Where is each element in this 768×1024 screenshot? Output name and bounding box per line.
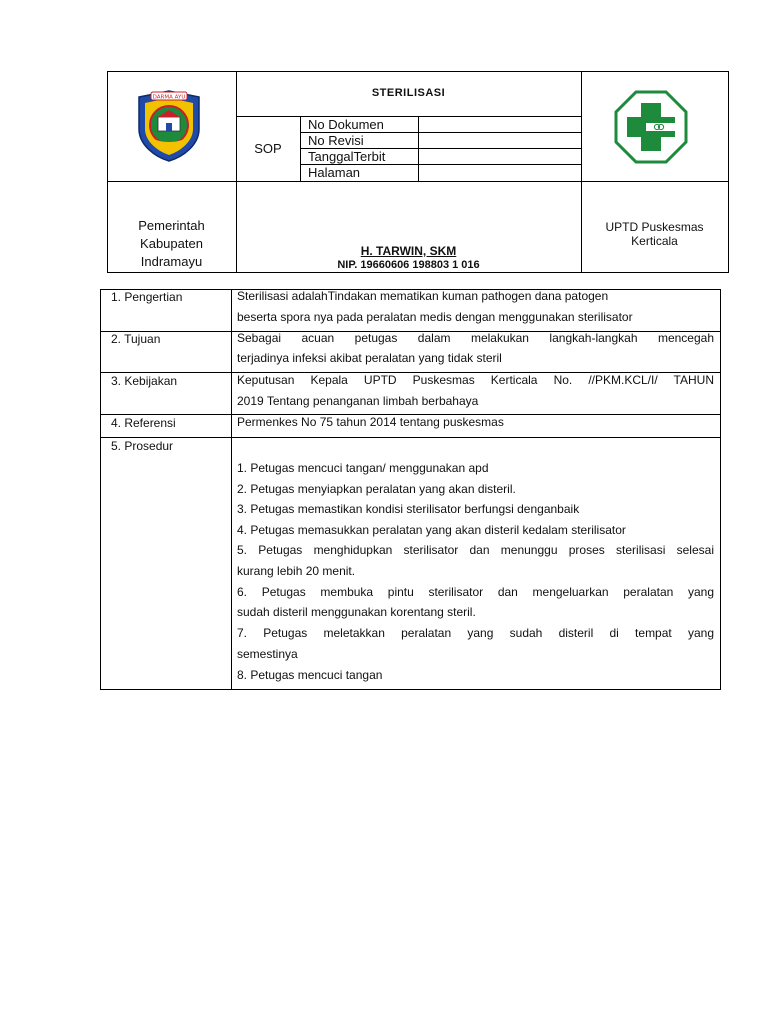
field-no-revisi: No Revisi	[308, 133, 364, 148]
label-prosedur: 5. Prosedur	[111, 439, 174, 453]
label-referensi: 4. Referensi	[111, 416, 176, 430]
field-no-dokumen: No Dokumen	[308, 117, 384, 132]
puskesmas-logo	[614, 90, 688, 164]
sop-label: SOP	[254, 141, 282, 156]
label-tujuan: 2. Tujuan	[111, 332, 161, 346]
prosedur-step-5-cont: kurang lebih 20 menit.	[237, 564, 356, 578]
prosedur-step-7-cont: semestinya	[237, 647, 298, 661]
field-tanggal-terbit: TanggalTerbit	[308, 149, 386, 164]
prosedur-step-3: 3. Petugas memastikan kondisi sterilisator berfungsi denganbaik	[237, 502, 580, 516]
signatory-name: H. TARWIN, SKM	[360, 244, 457, 258]
pengertian-line-2: beserta spora nya pada peralatan medis dengan menggunakan sterilisator	[237, 310, 633, 324]
tujuan-line-2: terjadinya infeksi akibat peralatan yang tidak steril	[237, 351, 502, 365]
signatory-nip: NIP. 19660606 198803 1 016	[337, 259, 480, 271]
prosedur-step-5: 5. Petugas menghidupkan sterilisator dan menunggu proses sterilisasi selesai	[237, 543, 714, 557]
prosedur-step-2: 2. Petugas menyiapkan peralatan yang akan disteril.	[237, 482, 516, 496]
label-pengertian: 1. Pengertian	[111, 290, 183, 304]
left-org-line-1: Pemerintah	[138, 218, 205, 233]
pengertian-line-1: Sterilisasi adalahTindakan mematikan kuman pathogen dana patogen	[237, 289, 609, 303]
tujuan-line-1: Sebagai acuan petugas dalam melakukan langkah-langkah mencegah	[237, 331, 714, 345]
kabupaten-logo	[131, 87, 207, 163]
prosedur-step-4: 4. Petugas memasukkan peralatan yang akan disteril kedalam sterilisator	[237, 523, 626, 537]
prosedur-step-1: 1. Petugas mencuci tangan/ menggunakan apd	[237, 461, 489, 475]
kebijakan-line-2: 2019 Tentang penanganan limbah berbahaya	[237, 394, 479, 408]
left-org-line-3: Indramayu	[140, 254, 203, 269]
page-title: STERILISASI	[371, 87, 446, 99]
right-org-line-1: UPTD Puskesmas	[605, 220, 704, 234]
prosedur-step-8: 8. Petugas mencuci tangan	[237, 668, 383, 682]
label-kebijakan: 3. Kebijakan	[111, 374, 178, 388]
field-halaman: Halaman	[308, 165, 361, 180]
svg-text:DARMA AYU: DARMA AYU	[152, 94, 186, 101]
right-org-line-2: Kerticala	[631, 234, 678, 248]
referensi-line-1: Permenkes No 75 tahun 2014 tentang puskesmas	[237, 415, 504, 429]
prosedur-step-6-cont: sudah disteril menggunakan korentang steril.	[237, 605, 476, 619]
prosedur-step-6: 6. Petugas membuka pintu sterilisator dan mengeluarkan peralatan yang	[237, 585, 714, 599]
prosedur-step-7: 7. Petugas meletakkan peralatan yang sudah disteril di tempat yang	[237, 626, 714, 640]
kebijakan-line-1: Keputusan Kepala UPTD Puskesmas Kerticala No. //PKM.KCL/I/ TAHUN	[237, 373, 714, 387]
left-org-line-2: Kabupaten	[140, 236, 203, 251]
